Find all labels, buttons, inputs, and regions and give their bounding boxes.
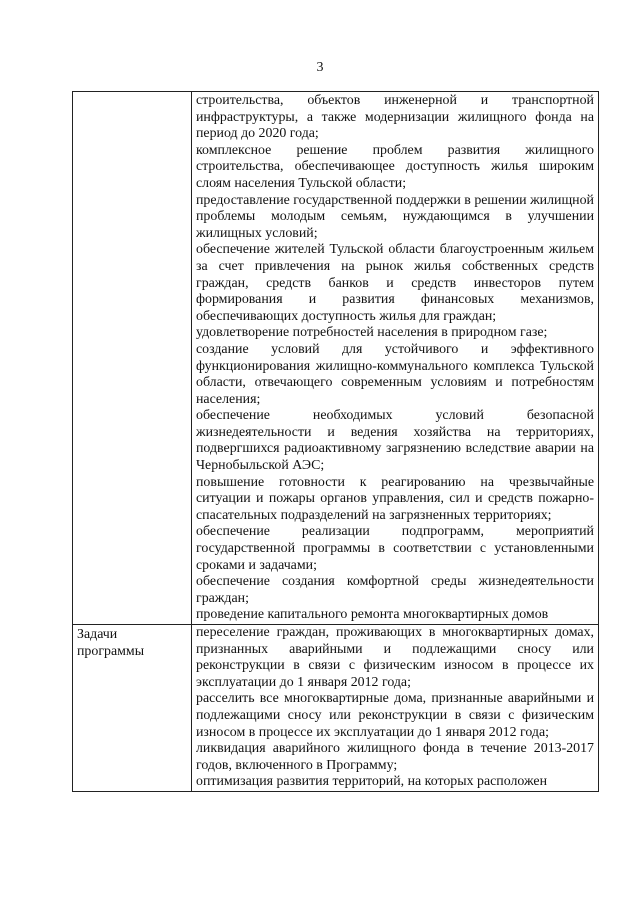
table-row-program-tasks — [73, 625, 599, 792]
paragraph: ликвидация аварийного жилищного фонда в течение 2013-2017 годов, включенного в Программу; — [196, 741, 594, 773]
paragraph: повышение готовности к реагированию на чрезвычайные ситуации и пожары органов управления, сил и средств пожарно-спасательных подразделений на загрязненных территориях; — [196, 474, 594, 523]
paragraph: обеспечение жителей Тульской области благоустроенным жильем за счет привлечения на рынок жилья собственных средств граждан, средств банков и средств инвесторов путем формирования и развития финансовых механизмов, обеспечивающих доступность жилья для граждан; — [196, 242, 594, 324]
paragraph: обеспечение необходимых условий безопасной жизнедеятельности и ведения хозяйства на территориях, подвергшихся радиоактивному загрязнению вследствие аварии на Чернобыльской АЭС; — [196, 408, 594, 474]
row-content-cell — [192, 92, 599, 625]
paragraph: оптимизация развития территорий, на которых расположен — [196, 774, 548, 790]
program-passport-table — [72, 91, 599, 792]
row-label-cell — [73, 92, 192, 625]
row-content-cell — [192, 625, 599, 792]
paragraph: проведение капитального ремонта многоквартирных домов — [196, 607, 549, 623]
paragraph: обеспечение создания комфортной среды жизнедеятельности граждан; — [196, 574, 594, 606]
paragraph: строительства, объектов инженерной и транспортной инфраструктуры, а также модернизации жилищного фонда на период до 2020 года; — [196, 93, 594, 142]
paragraph: предоставление государственной поддержки в решении жилищной проблемы молодым семьям, нуждающимся в улучшении жилищных условий; — [196, 192, 594, 241]
paragraph: создание условий для устойчивого и эффективного функционирования жилищно-коммунального комплекса Тульской области, отвечающего современным условиям и потребностям населения; — [196, 341, 594, 407]
table-row-goals-continued — [73, 92, 599, 625]
paragraph: переселение граждан, проживающих в многоквартирных домах, признанных аварийными и подлежащими сносу или реконструкции в связи с физическим износом в процессе их эксплуатации до 1 января 2012 года; — [196, 625, 594, 690]
row-label-cell: Задачи программы — [73, 625, 192, 792]
paragraph: расселить все многоквартирные дома, признанные аварийными и подлежащими сносу или реконструкции в связи с физическим износом в процессе их эксплуатации до 1 января 2012 года; — [196, 691, 594, 740]
page-number: 3 — [316, 60, 324, 75]
paragraph: удовлетворение потребностей населения в природном газе; — [196, 325, 548, 341]
paragraph: комплексное решение проблем развития жилищного строительства, обеспечивающее доступность жилья широким слоям населения Тульской области; — [196, 142, 594, 191]
paragraph: обеспечение реализации подпрограмм, мероприятий государственной программы в соответствии с установленными сроками и задачами; — [196, 524, 594, 573]
